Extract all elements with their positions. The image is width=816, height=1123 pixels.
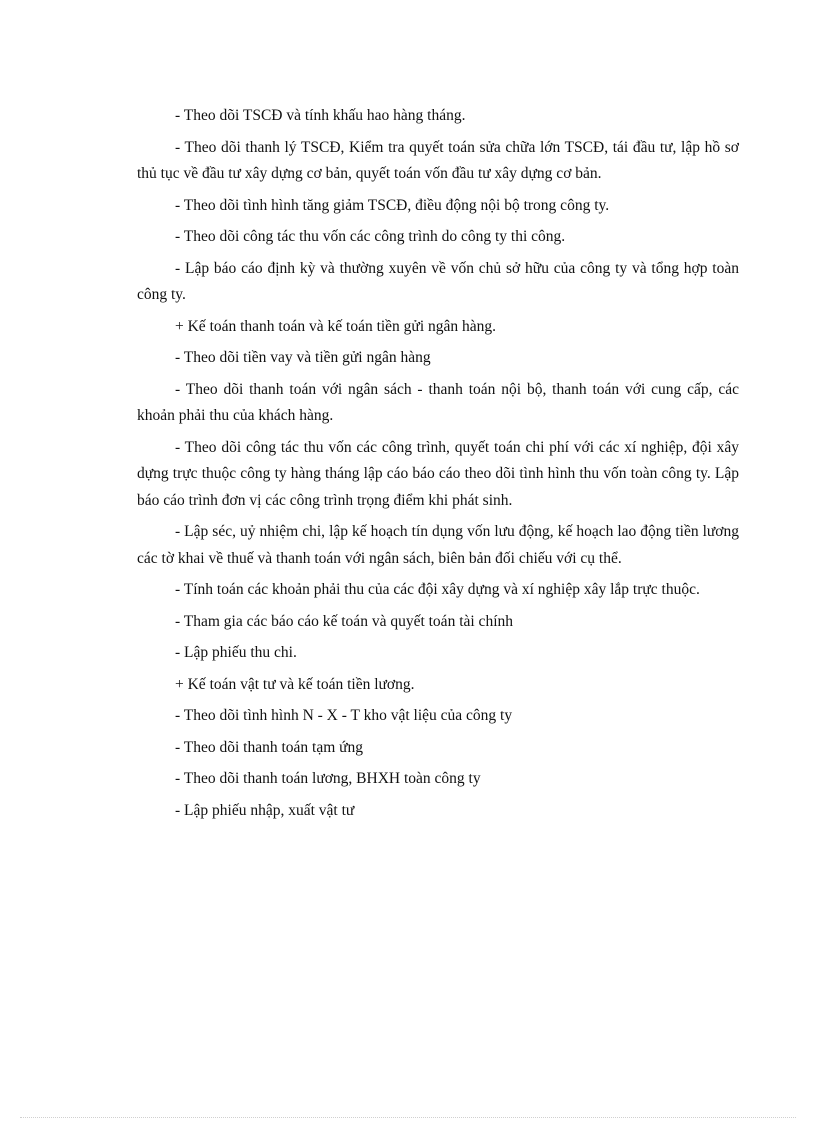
paragraph: - Theo dõi công tác thu vốn các công trình, quyết toán chi phí với các xí nghiệp, đội xây dựng trực thuộc công ty hàng tháng lập cáo báo cáo theo dõi tình hình thu vốn toàn công ty. Lập báo cáo trình đơn vị các công trình trọng điểm khi phát sinh. xyxy=(137,438,739,509)
paragraph: - Theo dõi thanh toán tạm ứng xyxy=(175,738,364,756)
paragraph: - Theo dõi tiền vay và tiền gửi ngân hàng xyxy=(175,349,431,366)
paragraph: - Lập phiếu nhập, xuất vật tư xyxy=(175,801,355,819)
paragraph: - Lập báo cáo định kỳ và thường xuyên về vốn chủ sở hữu của công ty và tổng hợp toàn công ty. xyxy=(137,259,739,303)
paragraph: - Theo dõi thanh toán lương, BHXH toàn công ty xyxy=(175,770,481,787)
paragraph: - Theo dõi thanh lý TSCĐ, Kiểm tra quyết toán sửa chữa lớn TSCĐ, tái đầu tư, lập hồ sơ thủ tục về đầu tư xây dựng cơ bản, quyết toán vốn đầu tư xây dựng cơ bản. xyxy=(137,138,739,182)
document-body xyxy=(137,103,739,829)
paragraph: - Tính toán các khoản phải thu của các đội xây dựng và xí nghiệp xây lắp trực thuộc. xyxy=(175,581,700,598)
paragraph: - Theo dõi công tác thu vốn các công trình do công ty thi công. xyxy=(175,228,566,245)
paragraph: - Theo dõi TSCĐ và tính khấu hao hàng tháng. xyxy=(175,107,466,124)
paragraph: - Theo dõi tình hình N - X - T kho vật liệu của công ty xyxy=(175,707,513,724)
paragraph: - Lập séc, uỷ nhiệm chi, lập kế hoạch tín dụng vốn lưu động, kế hoạch lao động tiền lương các tờ khai về thuế và thanh toán với ngân sách, biên bản đối chiếu với cụ thể. xyxy=(137,523,739,567)
section-heading: + Kế toán vật tư và kế toán tiền lương. xyxy=(175,675,415,693)
paragraph: - Lập phiếu thu chi. xyxy=(175,644,297,661)
paragraph: - Tham gia các báo cáo kế toán và quyết toán tài chính xyxy=(175,612,513,630)
section-heading: + Kế toán thanh toán và kế toán tiền gửi ngân hàng. xyxy=(175,317,497,335)
page-bottom-divider xyxy=(20,1117,796,1118)
paragraph: - Theo dõi tình hình tăng giảm TSCĐ, điều động nội bộ trong công ty. xyxy=(175,196,610,214)
paragraph: - Theo dõi thanh toán với ngân sách - thanh toán nội bộ, thanh toán với cung cấp, các khoản phải thu của khách hàng. xyxy=(137,380,739,424)
